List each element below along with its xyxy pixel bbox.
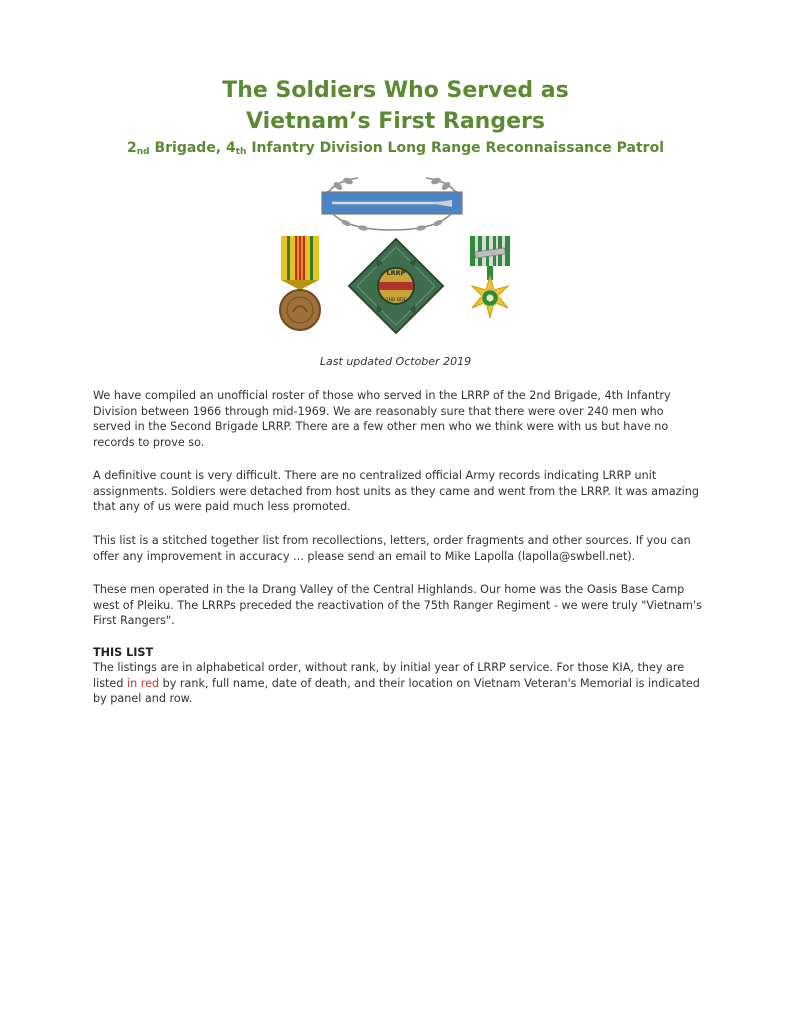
subtitle-part-3: Infantry Division Long Range Reconnaissance Patrol: [246, 140, 665, 156]
subtitle-suffix-1: nd: [136, 147, 150, 157]
vietnam-service-medal-icon: [276, 236, 324, 332]
paragraph-count: A definitive count is very difficult. There are no centralized official Army records indicating LRRP unit assignments. Soldiers were detached from host units as they came and went from the LRRP. It was amazing that any of us were paid much less promoted.: [93, 469, 699, 514]
subtitle-suffix-2: th: [235, 147, 247, 157]
subtitle-part-1: 2: [126, 140, 137, 156]
patch-bottom-text: 2ND BDE: [385, 298, 407, 303]
title-line-1: The Soldiers Who Served as: [222, 78, 569, 103]
paragraph-operations: These men operated in the Ia Drang Valley of the Central Highlands. Our home was the Oasis Base Camp west of Pleiku. The LRRPs preceded the reactivation of the 75th Ranger Regiment - we were truly "Vietnam's First Rangers".: [93, 583, 702, 628]
patch-top-text: LRRP: [386, 269, 406, 277]
subtitle-part-2: Brigade, 4: [149, 140, 236, 156]
lrrp-patch-icon: [346, 237, 446, 335]
this-list-heading: THIS LIST: [93, 646, 154, 659]
paragraph-listing: [93, 660, 703, 707]
listing-text-b: by rank, full name, date of death, and their location on Vietnam Veteran's Memorial is indicated by panel and row.: [93, 676, 700, 706]
paragraph-sources: This list is a stitched together list from recollections, letters, order fragments and other sources. If you can offer any improvement in accuracy ... please send an email to Mike Lapolla (lapolla@swbell.net).: [93, 534, 691, 563]
listing-red-text: in red: [126, 676, 160, 690]
combat-infantry-badge-icon: [318, 175, 466, 233]
subtitle: [0, 140, 791, 157]
paragraph-roster: We have compiled an unofficial roster of those who served in the LRRP of the 2nd Brigade, 4th Infantry Division between 1966 through mid-1969. We are reasonably sure that there were over 240 men who served in the Second Brigade LRRP. There are a few other men who we think were with us but have no records to prove so.: [93, 389, 671, 449]
last-updated: Last updated October 2019: [319, 355, 472, 368]
title-line-2: Vietnam’s First Rangers: [246, 109, 545, 134]
gallantry-cross-medal-icon: [466, 236, 514, 332]
listing-text-a: The listings are in alphabetical order, without rank, by initial year of LRRP service. For those KIA, they are listed: [93, 661, 685, 690]
